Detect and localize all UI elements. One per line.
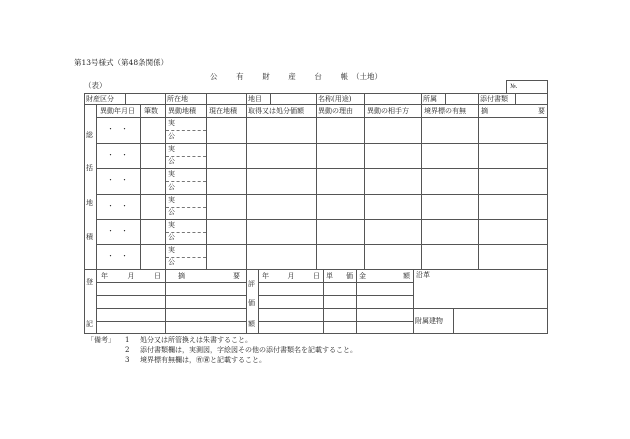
divider (96, 308, 246, 309)
number-label: №. (510, 83, 518, 90)
area-actual-label: 実 (168, 170, 175, 178)
attachments-field[interactable] (516, 94, 548, 104)
summary-area-label-3: 地 (86, 199, 93, 207)
divider (478, 93, 479, 104)
title-char: 財 (262, 72, 270, 81)
change-date[interactable]: ・ ・ (107, 202, 128, 210)
note-text: 処分又は所管換えは朱書すること。 (140, 336, 252, 344)
summary-right: 要 (233, 271, 240, 280)
property-class-label: 財産区分 (86, 94, 114, 103)
area-actual-label: 実 (168, 246, 175, 254)
boundary-marker-header: 境界標の有無 (424, 106, 466, 115)
divider (96, 295, 246, 296)
valuation-label-2: 価 (248, 299, 255, 307)
area-actual-label: 実 (168, 119, 175, 127)
area-public-label: 公 (168, 157, 175, 165)
amount-left: 金 (359, 271, 366, 280)
registration-date-header (101, 270, 161, 282)
title-char: 有 (236, 72, 244, 81)
note-text: 添付書類欄は，実測図，字絵図その他の添付書類名を記載すること。 (140, 346, 357, 354)
valuation-date-header (262, 270, 320, 282)
note-number: 3 (125, 356, 130, 364)
summary-header-right: 要 (538, 106, 545, 115)
summary-header (481, 105, 545, 117)
divider (96, 168, 548, 169)
area-public-label: 公 (168, 258, 175, 266)
day-label: 日 (154, 271, 161, 280)
summary-area-label-1: 総 (86, 131, 93, 139)
area-public-label: 公 (168, 208, 175, 216)
lot-count-header: 筆数 (144, 106, 158, 115)
property-class-field[interactable] (126, 94, 165, 104)
location-label: 所在地 (167, 94, 188, 103)
annex-building-label: 附属建物 (415, 316, 443, 325)
attachments-label: 添付書類 (480, 94, 508, 103)
divider (165, 93, 166, 104)
divider (96, 219, 548, 220)
divider (96, 269, 97, 334)
divider (96, 117, 548, 118)
form-title (210, 72, 348, 81)
day-label: 日 (313, 271, 320, 280)
registration-label-2: 記 (86, 320, 93, 328)
divider (258, 295, 413, 296)
land-category-field[interactable] (271, 94, 316, 104)
divider (246, 269, 247, 334)
location-field[interactable] (207, 94, 246, 104)
current-area-header: 現在地積 (209, 106, 237, 115)
summary-area-label-2: 括 (86, 164, 93, 172)
divider (165, 269, 166, 334)
divider (316, 93, 317, 104)
area-actual-label: 実 (168, 196, 175, 204)
counterparty-header: 異動の相手方 (367, 106, 409, 115)
change-date[interactable]: ・ ・ (107, 125, 128, 133)
month-label: 月 (127, 271, 135, 280)
summary-area-label-4: 積 (86, 233, 93, 241)
divider (356, 269, 357, 334)
note-text: 境界標有無欄は，㊒㊮と記載すること。 (140, 356, 266, 364)
area-public-label: 公 (168, 132, 175, 140)
change-date[interactable]: ・ ・ (107, 151, 128, 159)
year-label: 年 (262, 271, 269, 280)
divider (323, 269, 324, 334)
title-char: 公 (210, 72, 218, 81)
title-char: 産 (288, 72, 296, 81)
year-label: 年 (101, 271, 108, 280)
land-category-label: 地目 (248, 94, 262, 103)
area-public-label: 公 (168, 183, 175, 191)
amount-header (359, 270, 410, 282)
unit-price-right: 価 (346, 271, 353, 280)
acquisition-price-header: 取得又は処分価額 (248, 106, 304, 115)
divider (96, 282, 246, 283)
unit-price-header (326, 270, 353, 282)
form-subtitle: （土地） (352, 72, 382, 81)
change-date[interactable]: ・ ・ (107, 176, 128, 184)
month-label: 月 (287, 271, 295, 280)
change-date-header: 異動年月日 (100, 106, 135, 115)
affiliation-label: 所属 (423, 94, 437, 103)
divider (258, 308, 413, 309)
change-reason-header: 異動の理由 (318, 106, 353, 115)
divider (258, 321, 413, 322)
title-char: 台 (314, 72, 322, 81)
divider (421, 93, 422, 104)
name-usage-field[interactable] (365, 94, 421, 104)
valuation-label-3: 額 (248, 320, 255, 328)
note-number: 1 (125, 336, 130, 344)
divider (96, 143, 548, 144)
unit-price-left: 単 (326, 271, 333, 280)
registration-summary-header (178, 270, 240, 282)
change-area-header: 異動地積 (168, 106, 196, 115)
annex-building-field[interactable] (454, 309, 547, 333)
affiliation-field[interactable] (446, 94, 478, 104)
divider (413, 269, 414, 334)
summary-header-left: 摘 (481, 106, 488, 115)
valuation-label-1: 評 (248, 280, 255, 288)
registration-label-1: 登 (86, 278, 93, 286)
area-actual-label: 実 (168, 221, 175, 229)
summary-left: 摘 (178, 271, 185, 280)
amount-right: 額 (403, 271, 410, 280)
area-actual-label: 実 (168, 145, 175, 153)
divider (246, 93, 247, 104)
divider (96, 194, 548, 195)
form-number: 第13号様式（第48条関係） (74, 58, 169, 67)
divider (96, 244, 548, 245)
change-date[interactable]: ・ ・ (107, 227, 128, 235)
name-usage-label: 名称(用途) (318, 94, 352, 103)
divider (258, 282, 413, 283)
area-public-label: 公 (168, 233, 175, 241)
notes-label: 「備考」 (87, 336, 115, 344)
title-char: 帳 (340, 72, 348, 81)
history-label: 沿革 (416, 271, 430, 279)
divider (96, 321, 246, 322)
change-date[interactable]: ・ ・ (107, 252, 128, 260)
note-number: 2 (125, 346, 130, 354)
divider (258, 269, 259, 334)
side-label: （表） (84, 81, 107, 90)
